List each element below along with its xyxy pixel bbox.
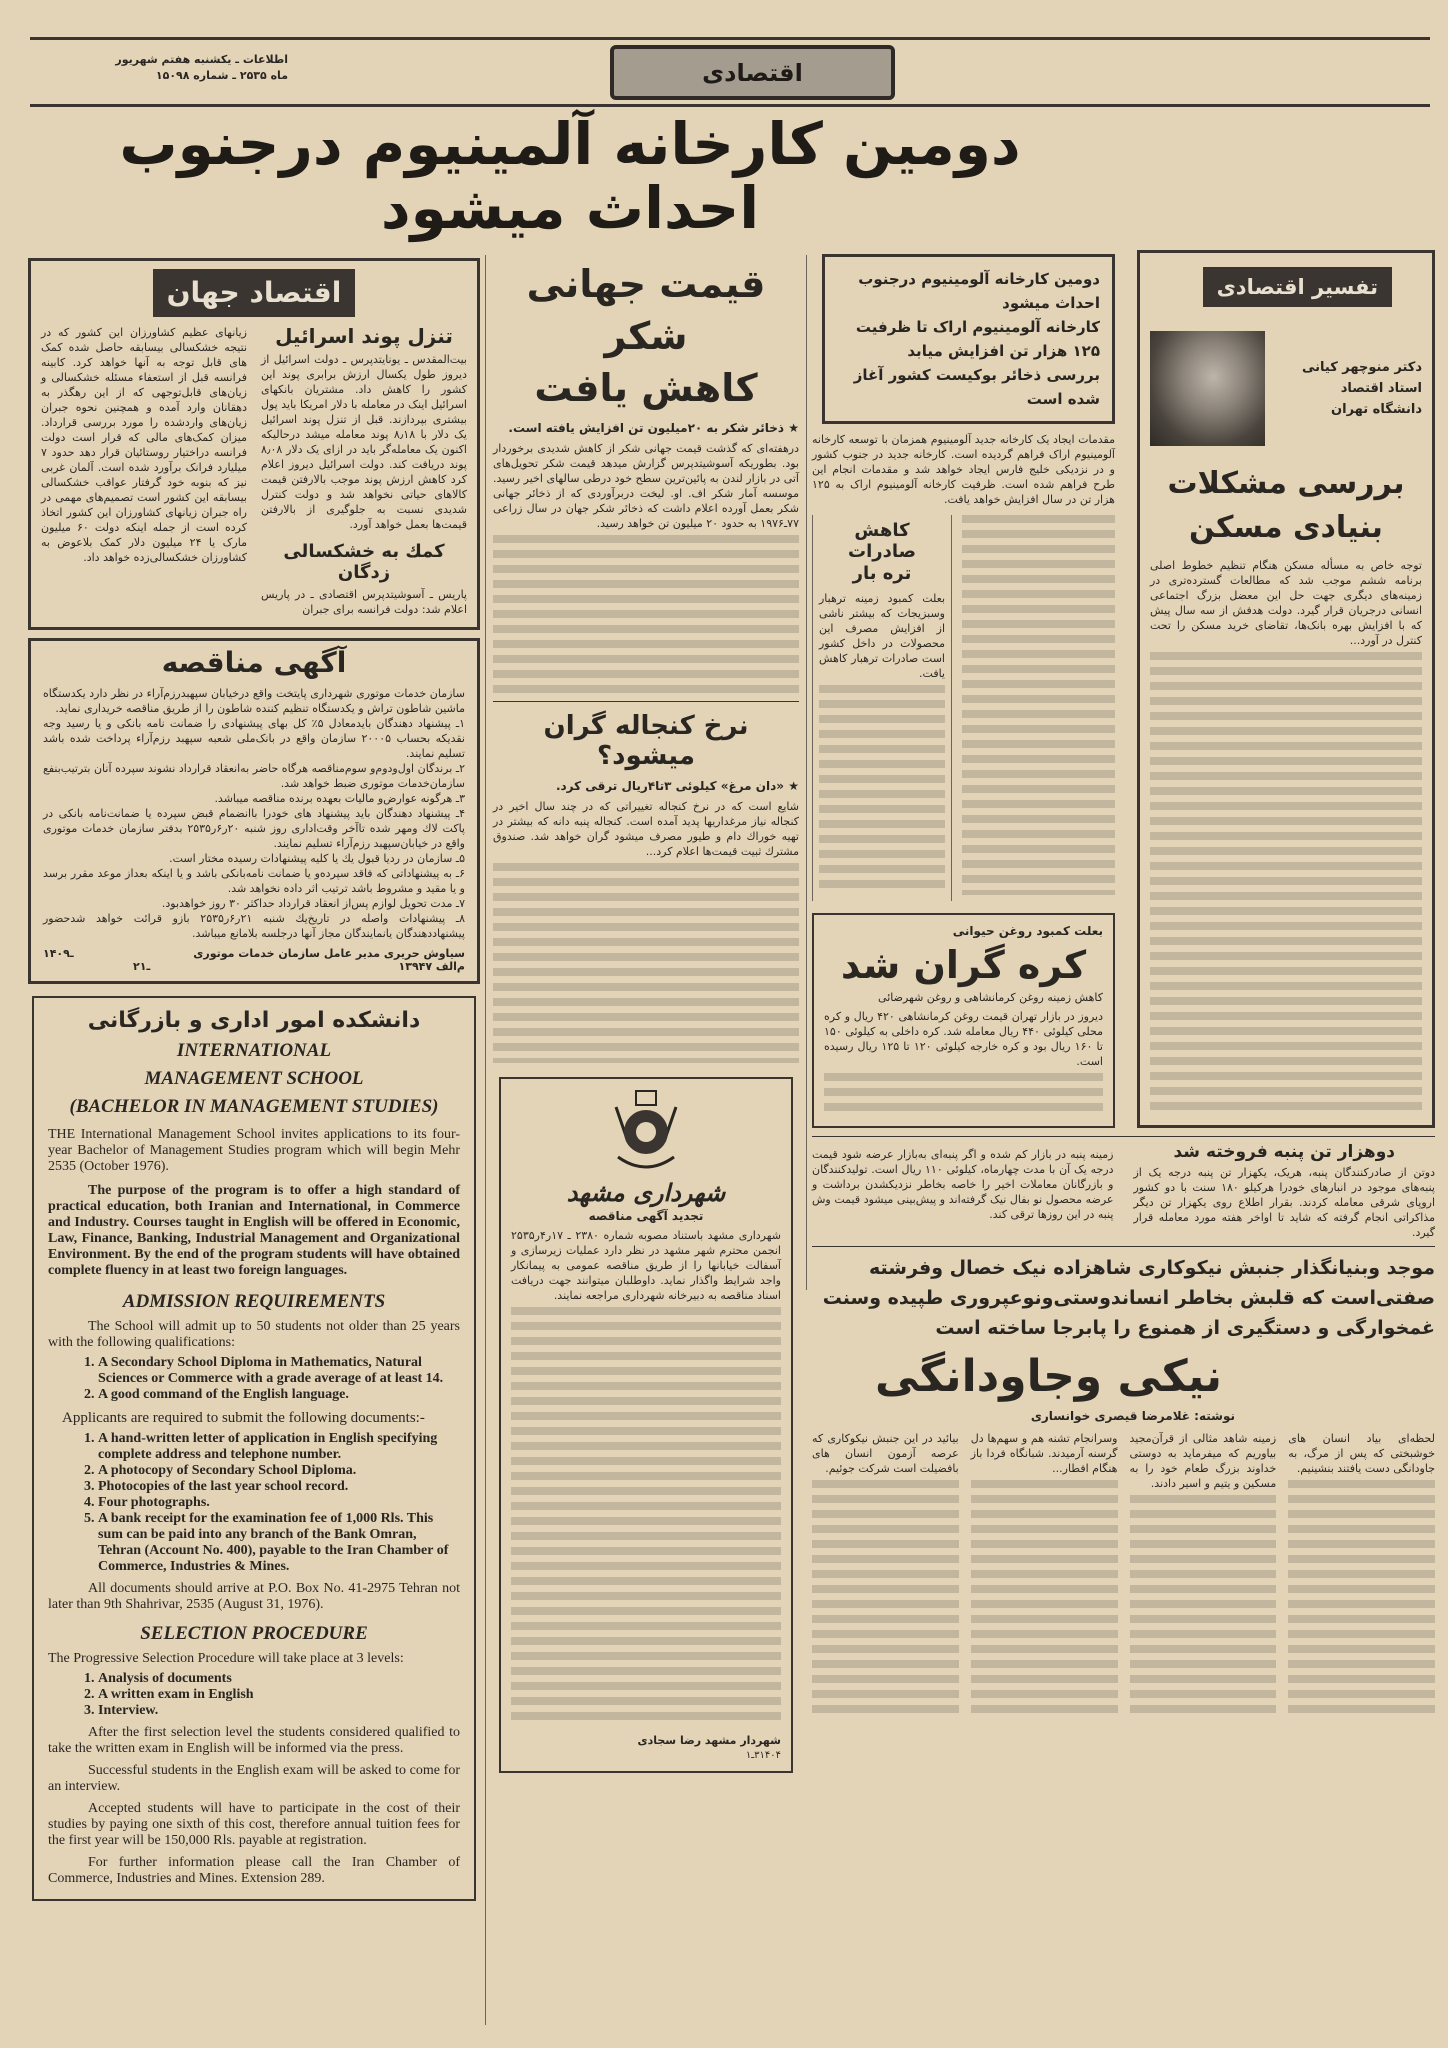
israel-pound-headline: تنزل پوند اسرائیل <box>275 324 453 348</box>
tender-item: ۲ـ برندگان اول‌ودوم‌و سوم‌مناقصه هرگاه حاضر به‌انعقاد قرارداد نشوند سپرده آنان بترتیب‌بنفع سازمان‌خدمات موتوری ضبط خواهد شد. <box>43 761 465 790</box>
tafsir-headline: بررسی مشکلات بنیادی مسکن <box>1167 466 1405 545</box>
selection-intro: The Progressive Selection Procedure will take place at 3 levels: <box>48 1650 404 1666</box>
tender-ad-title: آگهی مناقصه <box>161 646 347 680</box>
feature-byline: نوشته: غلامرضا قیصری خوانساری <box>1030 1408 1235 1423</box>
butter-body: دیروز در بازار تهران قیمت روغن کرمانشاهی ۴۲۰ ریال و کره محلی کیلوئی ۴۴۰ ریال معامله شد. کره داخلی به کیلوئی ۱۵۰ تا ۱۶۰ ریال بود و کره خارجه کیلوئی ۱۲۰ تا ۱۲۵ ریال رسیده است. <box>824 1010 1103 1069</box>
feature-column <box>971 1431 1118 1720</box>
qualifications-list <box>98 1355 460 1403</box>
top-rule <box>30 37 1430 40</box>
world-economy-left-column <box>41 325 247 617</box>
further-info-text: For further information please call the Iran Chamber of Commerce, Industries and Mines. Extension 289. <box>48 1854 460 1886</box>
aluminum-column <box>812 250 1115 1128</box>
butter-article-box <box>812 913 1115 1128</box>
feature-column <box>812 1431 959 1720</box>
admission-text: The School will admit up to 50 students not older than 25 years with the following qualifications: <box>48 1318 460 1350</box>
selection-level: 3. Interview. <box>98 1703 460 1719</box>
drought-aid-continued: زیانهای عظیم کشاورزان این کشور که در نتیجه خشکسالی بیسابقه حاصل شده کمک های قابل توجه به آنها خواهد کرد. کابینه فرانسه قبل از استعفاء مسئله خشکسالی و زیان‌های قابل‌توجهی که از این رهگذر به دهقانان وارد آمده و همچنین نحوه جبران زیان‌های واردشده را مورد بررسی قرارداد. میزان کمک‌های مالی که قرار است دولت فرانسه دراختیار روستائیان قرار دهد حدود ۷ میلیارد فرانک برآورد شده است. آلمان غربی نیز که بنوبه خود گرفتار عواقب خشکسالی بیسابقه این کشور است تصمیم‌های مهمی در راه جبران زیانهای کشاورزان این کشور اتخاذ کرده است از جمله اینکه دولت ۶۰ میلیون مارک یا ۲۴ میلیون دلار کمک بلاعوض به کشاورزان خشکسالی‌زده خواهد داد. <box>41 326 247 564</box>
right-top-row <box>812 250 1435 1128</box>
drought-aid-headline: کمك به خشکسالی زدگان <box>283 541 445 583</box>
aluminum-lower-row <box>812 515 1115 901</box>
lion-and-sun-emblem-icon <box>606 1087 686 1175</box>
tafsir-body: توجه خاص به مسأله مسکن هنگام تنظیم خطوط اصلی برنامه ششم موجب شد که مطالعات گسترده‌تری در زمینه‌های دیگری جهت حل این معضل بزرگ اجتماعی انسانی درجریان قرار گیرد. دولت هدفش از سه سال پیش که با افزایش بهره بانک‌ها، تقاضای خرید مسکن را تحت کنترل در آورد... <box>1150 559 1422 647</box>
selection-level: 2. A written exam in English <box>98 1687 460 1703</box>
divider <box>493 701 799 702</box>
document-item: 5. A bank receipt for the examination fee of 1,000 Rls. This sum can be paid into any branch of the Bank Omran, Tehran (Account No. 400), payable to the Iran Chamber of Commerce, Industries & Mines. <box>98 1511 460 1575</box>
butter-body-continued <box>824 1073 1103 1118</box>
tender-item: ۶ـ به پیشنهاداتی که فاقد سپرده‌و یا ضمانت نامه‌بانکی باشد و یا اینکه بعداز موعد مقرر برسد و یا مقید و مشروط باشد ترتیب اثر داده نخواهد شد. <box>43 866 465 895</box>
successful-text: Successful students in the English exam will be asked to come for an interview. <box>48 1762 460 1794</box>
after-first-text: After the first selection level the students considered qualified to take the written exam in English will be informed via the press. <box>48 1724 460 1756</box>
ad-intro: THE International Management School invites applications to its four-year Bachelor of Management Studies program which will begin Mehr 2535 (October 1976). <box>48 1126 460 1174</box>
tafsir-box <box>1137 250 1435 1128</box>
cotton-left-column <box>812 1143 1114 1240</box>
ad-persian-title: دانشکده امور اداری و بازرگانی <box>87 1007 421 1033</box>
mashhad-ad-subtitle: تجدید آگهی مناقصه <box>588 1209 704 1224</box>
document-item: 3. Photocopies of the last year school record. <box>98 1479 460 1495</box>
ad-title-3: (BACHELOR IN MANAGEMENT STUDIES) <box>69 1095 439 1117</box>
aluminum-summary-line: کارخانه آلومینیوم اراک تا ظرفیت ۱۲۵ هزار تن افزایش میابد <box>855 318 1100 360</box>
author-name: دکتر منوچهر کیانی <box>1301 360 1422 375</box>
sugar-headline-line-2: کاهش یافت <box>534 366 758 410</box>
tender-ref: م‌الف ۱۳۹۴۷ <box>398 959 465 973</box>
tender-item: ۵ـ سازمان در ردیا قبول یك یا کلیه پیشنهادات رسیده مختار است. <box>169 851 465 865</box>
left-column <box>28 258 480 1901</box>
world-economy-box <box>28 258 480 630</box>
star-icon: ★ <box>784 778 799 793</box>
aluminum-summary-line: دومین کارخانه آلومینیوم درجنوب احداث میشود <box>858 270 1100 312</box>
sugar-body-continued <box>493 535 799 695</box>
feature-column-continued <box>812 1480 959 1720</box>
tafsir-body-continued <box>1150 652 1422 1111</box>
aluminum-body: مقدمات ایجاد یک کارخانه جدید آلومینیوم همزمان با توسعه کارخانه آلومینیوم اراک فراهم گردیده است. کارخانه جدید در جنوب کشور و در نزدیکی خلیج فارس ایجاد خواهد شد و مقدمات انجام این طرح فراهم شده است. ظرفیت کارخانه آلومینیوم اراک به ۱۲۵ هزار تن در سال افزایش خواهد یافت. <box>812 433 1115 506</box>
star-icon: ★ <box>784 421 799 435</box>
divider <box>812 1246 1435 1247</box>
tafsir-author <box>1275 357 1422 420</box>
author-photo <box>1150 331 1265 446</box>
aluminum-summary <box>837 267 1100 411</box>
tender-item: ۴ـ پیشنهاد دهندگان باید پیشنهاد های خودرا باانضمام قبض سپرده یا ضمانت‌نامه بانکی در پاکت لاك ومهر شده تاآخر وقت‌اداری روز شنبه ۲۰ر۶ر۲۵۳۵ بدفتر سازمان خدمات موتوری واقع در خیابان‌سپهبد رزم‌آراء تسلیم نمایند. <box>43 806 465 850</box>
qualification-item: 1. A Secondary School Diploma in Mathematics, Natural Sciences or Commerce with a grade average of at least 14. <box>98 1355 460 1387</box>
kanjale-headline: نرخ کنجاله گران میشود؟ <box>543 711 749 771</box>
vegetable-exports-article <box>812 515 952 901</box>
selection-heading: SELECTION PROCEDURE <box>140 1622 368 1644</box>
sugar-headline-line-1: قیمت جهانی شکر <box>526 262 766 358</box>
vegetable-exports-body: بعلت کمبود زمینه ترهبار وسبزیجات که بیشتر ناشی از افزایش مصرف این محصولات در داخل کشور است صادرات ترهبار کاهش یافت. <box>819 592 945 681</box>
feature-columns <box>812 1431 1435 1720</box>
international-management-school-ad <box>32 996 476 1901</box>
right-region <box>812 250 1435 1720</box>
deadline-text: All documents should arrive at P.O. Box No. 41-2975 Tehran not later than 9th Shahrivar, 2535 (August 31, 1976). <box>48 1580 460 1612</box>
documents-intro: Applicants are required to submit the following documents:- <box>62 1409 425 1426</box>
qualification-item: 2. A good command of the English language. <box>98 1387 460 1403</box>
tender-ad-body <box>43 686 465 941</box>
feature-column-continued <box>1288 1480 1435 1720</box>
feature-column-text: بیائید در این جنبش نیکوکاری که عرصه آزمون انسان های بافضیلت است شرکت جوئیم. <box>812 1431 959 1475</box>
drought-aid-body: پاریس ـ آسوشیتدپرس اقتصادی ـ در پاریس اعلام شد: دولت فرانسه برای جبران <box>261 588 467 617</box>
tafsir-label: تفسیر اقتصادی <box>1203 267 1392 307</box>
cotton-body-2: زمینه پنبه در بازار کم شده و اگر پنبه‌ای به‌بازار عرضه شود قیمت درجه یک آن با مدت چهارماه، کیلوئی ۱۱۰ ریال است. تولیدکنندگان و بازرگانان معاملات اخیر را خاصه بخاطر نزدیکشدن برداشت و عرضه محصول نو بفال نیک گرفته‌اند و پیش‌بینی میشود قیمت وش پنبه در این روزها ترقی کند. <box>812 1148 1114 1222</box>
tender-item: ۸ـ پیشنهادات واصله در تاریخ‌یك شنبه ۲۱ر۶ر۲۵۳۵ بازو قرائت خواهد شدحضور پیشنهاددهندگان یانمایندگان مجاز آنها درجلسه بلامانع میباشد. <box>43 911 465 940</box>
vegetable-exports-headline-2: تره بار <box>852 563 912 585</box>
tender-ad-box <box>28 638 480 983</box>
tender-code-2: ۲ـ۱ <box>133 959 151 973</box>
butter-headline: کره گران شد <box>840 943 1087 988</box>
sugar-subhead-text: ذخائر شکر به ۲۰میلیون تن افزایش یافته است. <box>508 421 785 435</box>
feature-kicker: موجد وبنیانگذار جنبش نیکوکاری شاهزاده نیک خصال وفرشته صفتی‌است که قلبش بخاطر انساندوستی‌ونوعپروری طپیده وسنت غمخوارگی و دستگیری از همنوع را پابرجا ساخته است <box>822 1256 1435 1339</box>
mashhad-ad-body-continued <box>511 1307 781 1727</box>
cotton-headline: دوهزار تن پنبه فروخته شد <box>1173 1142 1395 1163</box>
world-economy-right-column <box>261 325 467 617</box>
kanjale-subhead-text: «دان مرغ» کیلوئی ۳تا۴ریال ترقی کرد. <box>555 778 785 793</box>
document-item: 4. Four photographs. <box>98 1495 460 1511</box>
ad-title-2: MANAGEMENT SCHOOL <box>144 1067 364 1089</box>
section-label: اقتصادی <box>610 45 895 100</box>
ad-purpose: The purpose of the program is to offer a high standard of practical education, both Iranian and International, in Commerce and Industry. Courses taught in English will be offered in Economic, Law, Finance, Banking, Industrial Management and Organizational Environment. By the end of the program students will have obtained complete fluency in at least two foreign languages. <box>48 1182 460 1278</box>
document-item: 2. A photocopy of Secondary School Diploma. <box>98 1463 460 1479</box>
tafsir-author-row <box>1150 331 1422 446</box>
vegetable-exports-headline-1: کاهش صادرات <box>847 520 916 562</box>
sugar-headline <box>493 258 799 414</box>
butter-kicker: بعلت کمبود روغن حیوانی <box>952 924 1103 939</box>
author-title: استاد اقتصاد <box>1340 381 1422 396</box>
date-line-1: اطلاعات ـ یکشنبه هفتم شهریور <box>115 53 288 66</box>
feature-column-text: زمینه شاهد مثالی از قرآن‌مجید بیاوریم که میفرماید به دوستی خداوند بزرگ طعام خود را به مسکین و یتیم و اسیر دادند. <box>1129 1431 1277 1490</box>
tender-intro: سازمان خدمات موتوری شهرداری پایتخت واقع درخیابان سپهبدرزم‌آراء در نظر دارد یکدستگاه ماشین شاطون تراش و یکدستگاه تنظیم کننده شاطون را از طریق مناقصه خریداری نماید. <box>43 686 465 715</box>
column-divider <box>806 255 807 1290</box>
mashhad-ad-body: شهرداری مشهد باستناد مصوبه شماره ۲۳۸۰ ـ ۱۷ر۴ر۲۵۳۵ انجمن محترم شهر مشهد در نظر دارد عملیات زیرسازی و آسفالت خیابانها را از طریق مناقصه عمومی به پیمانکار واجد شرایط واگذار نماید. داوطلبان میتوانند جهت دریافت اسناد مناقصه به دبیرخانه شهرداری مراجعه نمایند. <box>511 1229 782 1303</box>
feature-column-text: وسرانجام تشنه هم و سهم‌ها دل گرسنه آرمیدند. شبانگاه فردا باز هنگام افطار... <box>970 1431 1118 1475</box>
masthead-rule <box>30 104 1430 107</box>
selection-levels <box>98 1671 460 1719</box>
sugar-body: درهفته‌ای که گذشت قیمت جهانی شکر از کاهش شدیدی برخوردار بود. بطوریکه آسوشیتدپرس گزارش میدهد قیمت شکر تحویل‌های آتی در بازار لندن به پائین‌ترین سطح خود درطی سالهای اخیر رسید. موسسه آمار شکر اف. او. لیخت دربرآوردی که از ذخائر جهانی شکر بعمل آورده اعلام داشت که ذخائر شکر جهان در سال زراعی ۷۷ـ۱۹۷۶ به حدود ۲۰ میلیون تن خواهد رسید. <box>493 442 799 530</box>
documents-list <box>98 1431 460 1575</box>
divider <box>812 1136 1435 1137</box>
cotton-body-1: دوتن از صادرکنندگان پنبه، هریک، یکهزار تن پنبه درجه یک از پنبه‌های موجود در انبارهای خودرا هرکیلو ۱۸۰ سنت با دو کشور اروپای شرقی معامله کردند. بقرار اطلاع روی یکهزار تن دیگر مذاکراتی انجام گرفته که شاید تا اواخر هفته مورد معامله قرار گیرد. <box>1133 1165 1435 1239</box>
ad-title-1: INTERNATIONAL <box>176 1039 332 1061</box>
tender-signature-row <box>43 947 465 960</box>
feature-column-continued <box>971 1480 1118 1720</box>
tender-item: ۱ـ پیشنهاد دهندگان بایدمعادل ۵٪ کل بهای پیشنهادی را ضمانت نامه بانکی و یا رسید وجه نقدیکه بحساب ۲۰۰۰۵ سازمان واقع در بانک‌ملی شعبه سپهبد رزم‌آراء پرداخت شده باشد تسلیم نمایند. <box>43 716 465 760</box>
tender-signature: سیاوش حریری مدیر عامل سازمان خدمات موتوری <box>193 946 465 960</box>
middle-column <box>493 258 799 1773</box>
feature-column-text: لحظه‌ای بیاد انسان های خوشبختی که پس از مرگ، به جاودانگی دست یافتند بنشینیم. <box>1288 1431 1435 1475</box>
butter-subhead: کاهش زمینه روغن کرمانشاهی و روغن شهرضائی <box>878 991 1103 1005</box>
tender-item: ۷ـ مدت تحویل لوازم پس‌از انعقاد قرارداد حداکثر ۳۰ روز خواهدبود. <box>161 896 465 910</box>
kanjale-body: شایع است که در نرخ کنجاله تغییراتی که در چند سال اخیر در کنجاله نیاز مرغداریها پدید آمده است. کنجاله پنبه دانه که بیشتر در تهیه خوراك دام و طیور مصرف میشود گران خواهد شد. صندوق مشترك ثبیت قیمت‌ها اعلام کرد... <box>493 799 799 858</box>
cotton-article <box>812 1143 1435 1240</box>
column-divider <box>485 255 486 2025</box>
world-economy-label: اقتصاد جهان <box>153 269 356 317</box>
date-block <box>28 52 288 84</box>
feature-column-continued <box>1130 1495 1277 1720</box>
accepted-text: Accepted students will have to participate in the cost of their studies by paying one sixth of this cost, therefore annual tuition fees for the first year will be 150,000 Rls. payable at registration. <box>48 1800 460 1848</box>
mashhad-ad-title: شهرداری مشهد <box>566 1177 726 1207</box>
feature-headline: نیکی وجاودانگی <box>874 1350 1223 1402</box>
admission-heading: ADMISSION REQUIREMENTS <box>122 1290 386 1312</box>
israel-pound-body: بیت‌المقدس ـ یونایتدپرس ـ دولت اسرائیل از دیروز طول یکسال ارزش برابری پوند این کشور را کاهش داد. مشتریان بانکهای اسرائیل اینک در معامله با دلار امریکا باید پول بیشتری بپردازند. قبل از تنزل پوند اسرائیل یک دلار با ۸٫۱۸ پوند معامله میشد درحالیکه اکنون یک معامله‌گر باید در ازای یک دلار ۸٫۰۸ پوند دریافت کند. دولت اسرائیل دیروز اعلام کرد کاهش ارزش پوند موجب بالارفتن قیمت کالاهای حیاتی نخواهد شد و دولت کنترل شدیدی نسبت به جلوگیری از بالارفتن قیمت‌ها بعمل خواهد آورد. <box>261 353 467 531</box>
document-item: 1. A hand-written letter of application in English specifying complete address and telephone number. <box>98 1431 460 1463</box>
feature-column <box>1130 1431 1277 1720</box>
cotton-right-column <box>1134 1143 1436 1240</box>
tender-code: ۱ـ۴۰۹ <box>43 946 74 960</box>
tender-ref-row <box>43 960 465 973</box>
main-headline: دومین کارخانه آلمینیوم درجنوب احداث میشود <box>119 110 1021 242</box>
aluminum-body-continued <box>962 515 1115 895</box>
vegetable-exports-body-continued <box>819 685 945 895</box>
aluminum-summary-line: بررسی ذخائر بوکیست کشور آغاز شده است <box>853 366 1100 408</box>
kanjale-body-continued <box>493 863 799 1063</box>
kanjale-subhead <box>493 778 799 795</box>
mashhad-municipality-ad <box>499 1077 793 1773</box>
mashhad-ad-code: ۳۱۴۰۴ـ۱ <box>745 1750 781 1762</box>
selection-level: 1. Analysis of documents <box>98 1671 460 1687</box>
aluminum-summary-box <box>822 254 1115 424</box>
world-economy-columns <box>41 325 467 617</box>
tender-item: ۳ـ هرگونه عوارض‌و مالیات بعهده برنده مناقصه میباشد. <box>214 791 465 805</box>
sugar-subhead <box>493 420 799 437</box>
feature-column <box>1288 1431 1435 1720</box>
author-affiliation: دانشگاه تهران <box>1331 402 1422 417</box>
mashhad-ad-signature: شهردار مشهد رضا سجادی <box>637 1734 781 1748</box>
date-line-2: ماه ۲۵۳۵ ـ شماره ۱۵۰۹۸ <box>155 69 288 82</box>
